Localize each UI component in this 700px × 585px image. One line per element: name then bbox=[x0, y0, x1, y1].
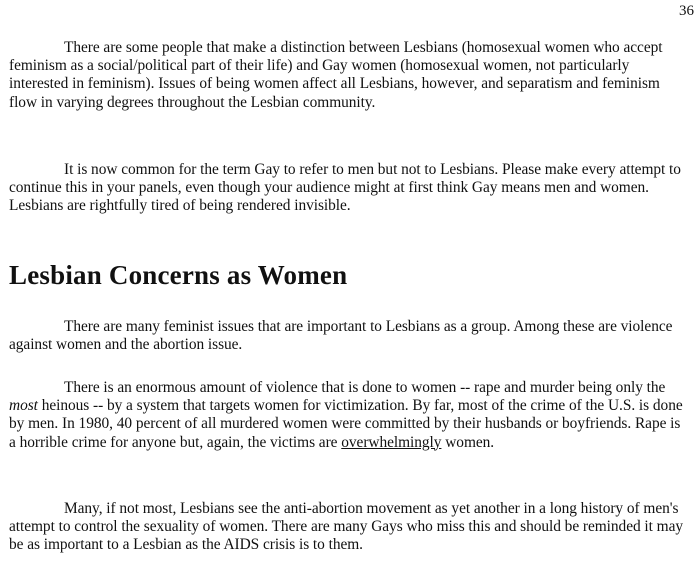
paragraph-abortion: Many, if not most, Lesbians see the anti-abortion movement as yet another in a long history of men's attempt to control the sexuality of women. There are many Gays who miss this and should be reminded it may be as important to a Lesbian as the AIDS crisis is to them. bbox=[9, 500, 684, 554]
paragraph-feminist-issues: There are many feminist issues that are important to Lesbians as a group. Among these are violence against women and the abortion issue. bbox=[9, 318, 673, 354]
paragraph-violence bbox=[9, 379, 689, 452]
paragraph-distinction: There are some people that make a distinction between Lesbians (homosexual women who accept feminism as a social/political part of their life) and Gay women (homosexual women, not particularly interested in feminism). Issues of being women affect all Lesbians, however, and separatism and feminism flow in varying degrees throughout the Lesbian community. bbox=[9, 39, 663, 111]
section-heading: Lesbian Concerns as Women bbox=[9, 260, 348, 290]
emphasis-most: most bbox=[9, 397, 38, 415]
violence-text-part-3: women. bbox=[441, 433, 495, 451]
underline-overwhelmingly: overwhelmingly bbox=[341, 433, 442, 451]
violence-text-part-2: heinous -- by a system that targets women for victimization. By far, most of the crime of the U.S. is done by men. In 1980, 40 percent of all murdered women were committed by their husbands or boyfriends. Rape is a horrible crime for anyone but, again, the victims are bbox=[9, 397, 683, 451]
violence-text-part-1: There is an enormous amount of violence that is done to women -- rape and murder being only the bbox=[64, 379, 666, 396]
page-number: 36 bbox=[679, 3, 694, 19]
paragraph-term-gay: It is now common for the term Gay to refer to men but not to Lesbians. Please make every attempt to continue this in your panels, even though your audience might at first think Gay means men and women. Lesbians are rightfully tired of being rendered invisible. bbox=[9, 161, 681, 215]
